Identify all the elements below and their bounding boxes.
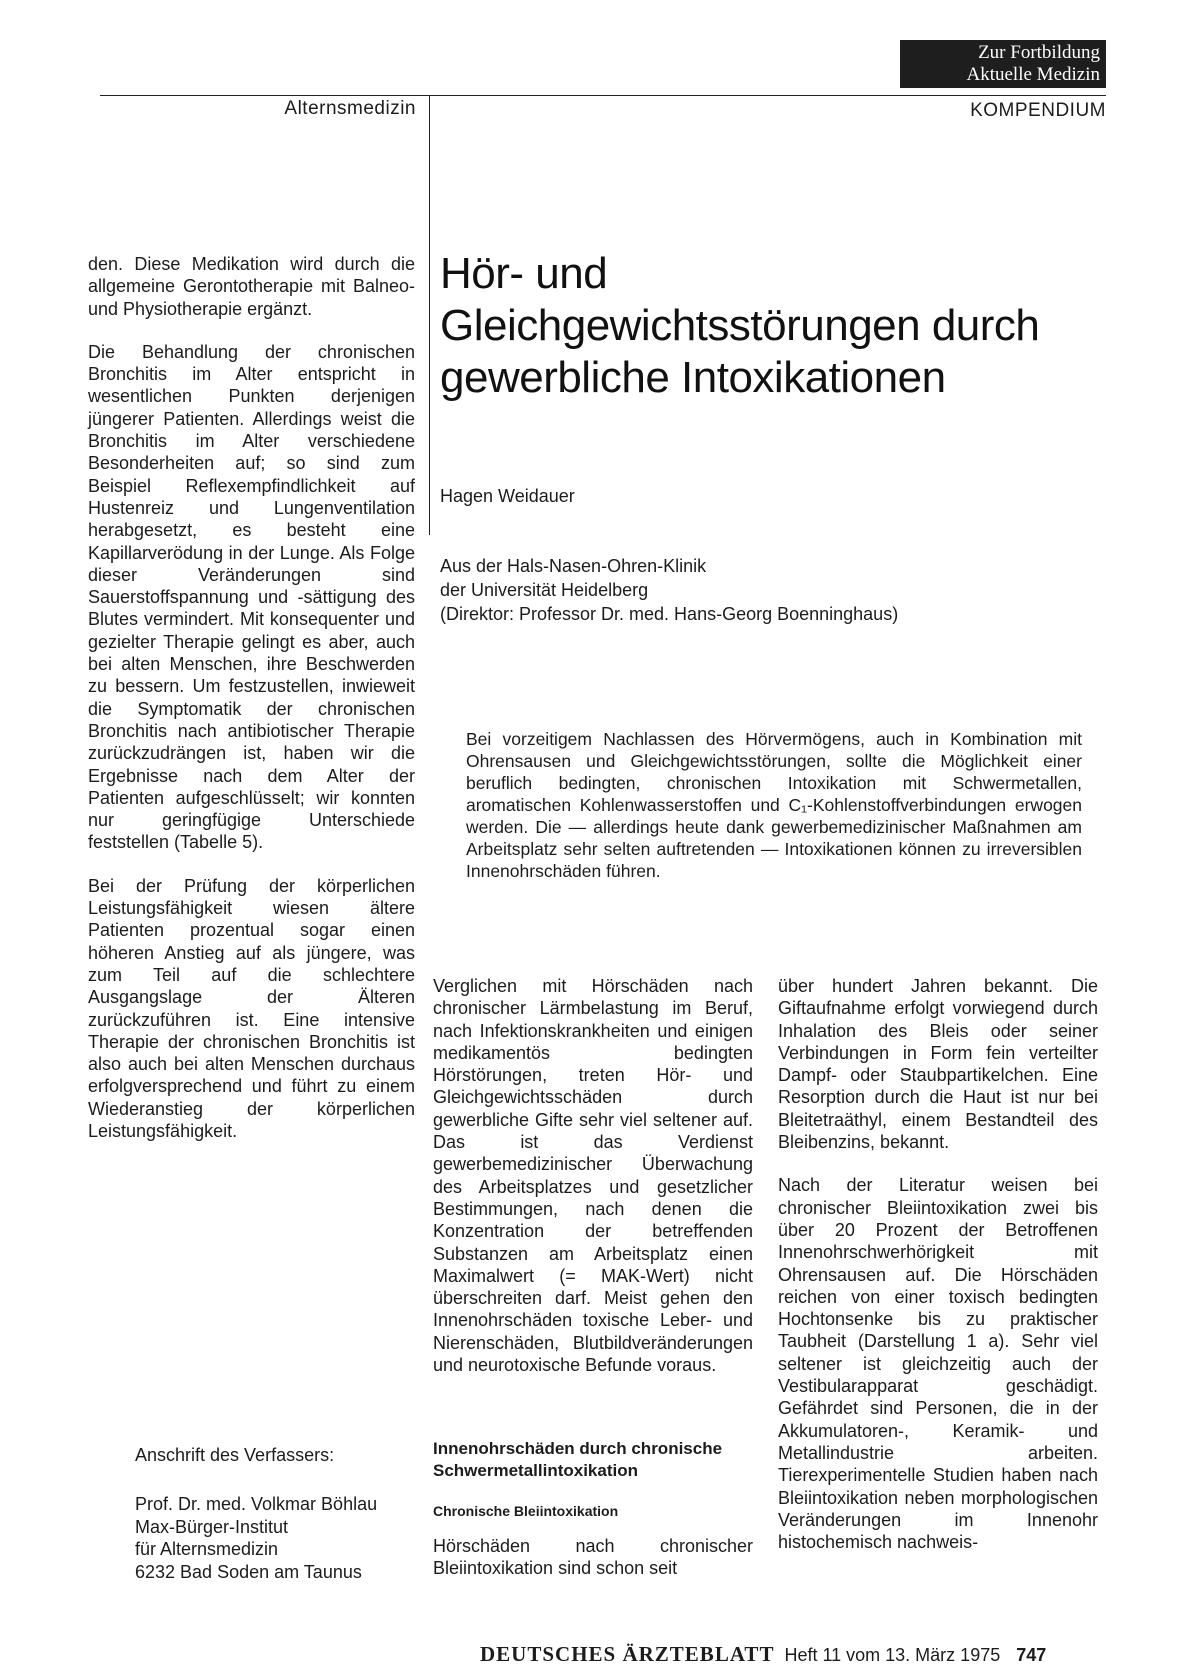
right-column xyxy=(778,975,1098,1553)
address-line-2: Max-Bürger-Institut xyxy=(135,1516,289,1537)
affiliation-line-1: Aus der Hals-Nasen-Ohren-Klinik xyxy=(440,556,707,576)
left-column-paragraph-3: Bei der Prüfung der körperlichen Leistungsfähigkeit wiesen ältere Patienten prozentual sogar einen höheren Anstieg auf als jüngere, was zum Teil auf die schlechtere Ausgangslage der Älteren zurückzuführen ist. Eine intensive Therapie der chronischen Bronchitis ist also auch bei alten Menschen durchaus erfolgversprechend und führt zu einem Wiederanstieg der körperlichen Leistungsfähigkeit. xyxy=(88,875,415,1141)
address-label: Anschrift des Verfassers: xyxy=(135,1445,335,1465)
title-line-2: Gleichgewichtsstörungen durch xyxy=(440,301,1040,350)
journal-name: DEUTSCHES ÄRZTEBLATT xyxy=(480,1642,775,1666)
middle-column-paragraph-2: Hörschäden nach chronischer Bleiintoxikation sind schon seit xyxy=(433,1536,753,1579)
section-tag-line1: Zur Fortbildung xyxy=(978,42,1100,63)
page-footer xyxy=(480,1642,1106,1667)
title-line-3: gewerbliche Intoxikationen xyxy=(440,353,946,402)
article-title xyxy=(440,248,1100,404)
middle-column-paragraph-1: Verglichen mit Hörschäden nach chronischer Lärmbelastung im Beruf, nach Infektionskrankheiten und einigen medikamentös bedingten Hörstörungen, treten Hör- und Gleichgewichtsschäden durch gewerbliche Gifte sehr viel seltener auf. Das ist das Verdienst gewerbemedizinischer Überwachung des Arbeitsplatzes und gesetzlicher Bestimmungen, nach denen die Konzentration der betreffenden Substanzen am Arbeitsplatz einen Maximalwert (= MAK-Wert) nicht überschreiten darf. Meist gehen den Innenohrschäden toxische Leber- und Nierenschäden, Blutbildveränderungen und neurotoxische Befunde voraus. xyxy=(433,976,753,1376)
left-column-paragraph-1: den. Diese Medikation wird durch die allgemeine Gerontotherapie mit Balneo- und Physiotherapie ergänzt. xyxy=(88,254,415,319)
page-number: 747 xyxy=(1016,1645,1047,1665)
left-column-paragraph-2: Die Behandlung der chronischen Bronchitis im Alter entspricht in wesentlichen Punkten derjenigen jüngerer Patienten. Allerdings weist die Bronchitis im Alter verschiedene Besonderheiten auf; so sind zum Beispiel Reflexempfindlichkeit auf Hustenreiz und Lungenventilation herabgesetzt, es besteht eine Kapillarverödung in der Lunge. Als Folge dieser Veränderungen sind Sauerstoffspannung und -sättigung des Blutes vermindert. Mit konsequenter und gezielter Therapie gelingt es aber, auch bei alten Menschen, ihre Beschwerden zu bessern. Um festzustellen, inwieweit die Symptomatik der chronischen Bronchitis nach antibiotischer Therapie zurückzudrängen ist, haben wir die Ergebnisse nach dem Alter der Patienten aufgeschlüsselt; wir konnten nur geringfügige Unterschiede feststellen (Tabelle 5). xyxy=(88,341,415,853)
right-column-paragraph-1: über hundert Jahren bekannt. Die Giftaufnahme erfolgt vorwiegend durch Inhalation des Bleis oder seiner Verbindungen in Form fein verteilter Dampf- oder Staubpartikelchen. Eine Resorption durch die Haut ist nur bei Bleitetraäthyl, einem Bestandteil des Bleibenzins, bekannt. xyxy=(778,976,1098,1153)
address-line-1: Prof. Dr. med. Volkmar Böhlau xyxy=(135,1494,378,1514)
header-rule-left xyxy=(100,95,430,96)
affiliation-line-2: der Universität Heidelberg xyxy=(440,580,649,600)
article-affiliation xyxy=(440,554,1100,626)
section-label-left: Alternsmedizin xyxy=(284,98,416,119)
issue-info: Heft 11 vom 13. März 1975 xyxy=(784,1645,1001,1665)
column-divider xyxy=(429,95,430,535)
subheading-innenohrschaeden: Innenohrschäden durch chronische Schwermetallintoxikation xyxy=(433,1439,723,1480)
middle-column xyxy=(433,975,753,1376)
section-tag-box xyxy=(900,40,1106,88)
affiliation-line-3: (Direktor: Professor Dr. med. Hans-Georg Boenninghaus) xyxy=(440,604,899,624)
article-abstract: Bei vorzeitigem Nachlassen des Hörvermögens, auch in Kombination mit Ohrensausen und Gleichgewichtsstörungen, sollte die Möglichkeit einer beruflich bedingten, chronischen Intoxikation mit Schwermetallen, aromatischen Kohlenwasserstoffen und C₁-Kohlenstoffverbindungen erwogen werden. Die — allerdings heute dank gewerbemedizinischer Maßnahmen am Arbeitsplatz sehr selten auftretenden — Intoxikationen können zu irreversiblen Innenohrschäden führen. xyxy=(466,729,1082,881)
right-column-paragraph-2: Nach der Literatur weisen bei chronischer Bleiintoxikation zwei bis über 20 Prozent der Betroffenen Innenohrschwerhörigkeit mit Ohrensausen auf. Die Hörschäden reichen von einer toxisch bedingten Hochtonsenke bis zu praktischer Taubheit (Darstellung 1 a). Sehr viel seltener ist gleichzeitig auch der Vestibularapparat geschädigt. Gefährdet sind Personen, die in der Akkumulatoren-, Keramik- und Metallindustrie arbeiten. Tierexperimentelle Studien haben nach Bleiintoxikation neben morphologischen Veränderungen im Innenohr histochemisch nachweis- xyxy=(778,1175,1098,1553)
article-author: Hagen Weidauer xyxy=(440,486,575,506)
author-address xyxy=(135,1493,377,1583)
title-line-1: Hör- und xyxy=(440,249,608,298)
subheading-bleiintoxikation: Chronische Bleiintoxikation xyxy=(433,1503,619,1519)
address-line-4: 6232 Bad Soden am Taunus xyxy=(135,1561,362,1582)
section-label-right: KOMPENDIUM xyxy=(970,100,1106,121)
header-rule-right xyxy=(430,95,1106,96)
left-column xyxy=(88,253,415,1142)
address-line-3: für Alternsmedizin xyxy=(135,1539,279,1559)
section-tag-line2: Aktuelle Medizin xyxy=(966,64,1100,85)
